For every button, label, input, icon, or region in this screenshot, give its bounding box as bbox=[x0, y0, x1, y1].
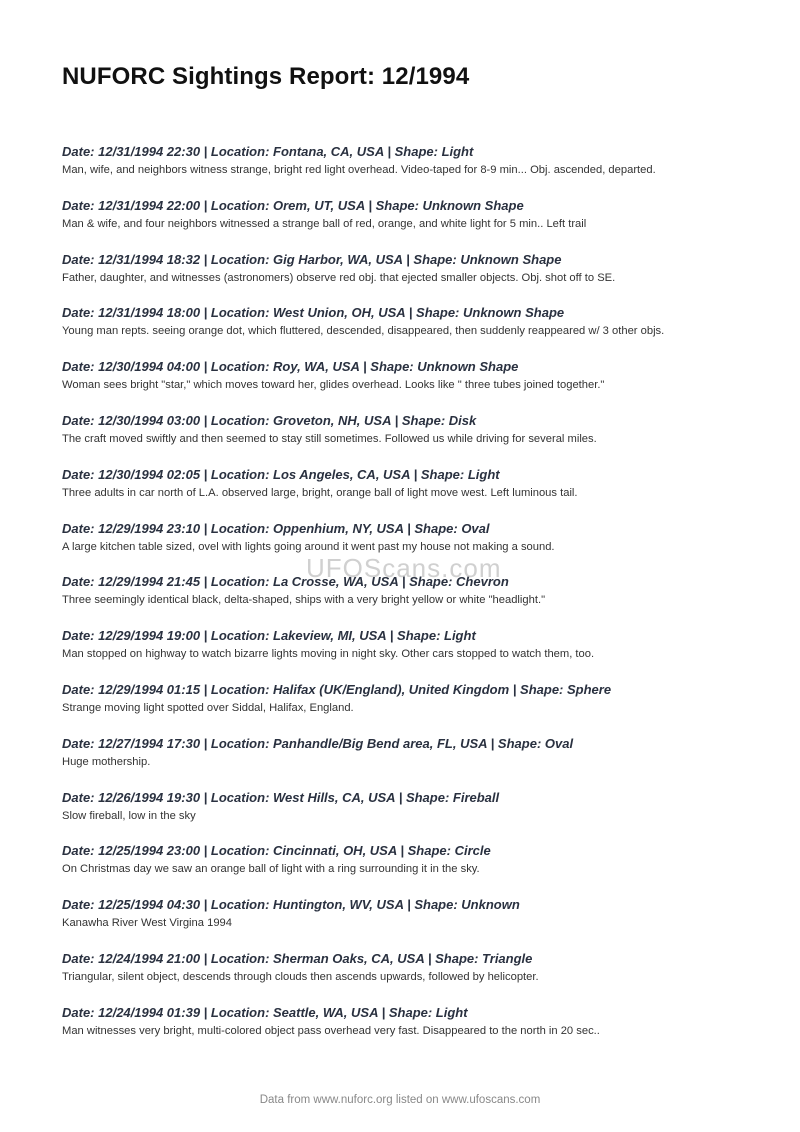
entry-heading: Date: 12/30/1994 02:05 | Location: Los Angeles, CA, USA | Shape: Light bbox=[62, 466, 500, 482]
entry-heading: Date: 12/31/1994 22:00 | Location: Orem, UT, USA | Shape: Unknown Shape bbox=[62, 197, 524, 213]
entry-summary: Strange moving light spotted over Siddal, Halifax, England. bbox=[62, 701, 354, 714]
list-item bbox=[62, 842, 762, 896]
list-item bbox=[62, 950, 762, 1004]
entry-summary: Man & wife, and four neighbors witnessed a strange ball of red, orange, and white light for 5 min.. Left trail bbox=[62, 217, 587, 230]
list-item bbox=[62, 304, 762, 358]
list-item bbox=[62, 412, 762, 466]
entry-summary: Man witnesses very bright, multi-colored object pass overhead very fast. Disappeared to the north in 20 sec.. bbox=[62, 1024, 600, 1037]
entry-heading: Date: 12/27/1994 17:30 | Location: Panhandle/Big Bend area, FL, USA | Shape: Oval bbox=[62, 735, 574, 751]
entry-summary: Father, daughter, and witnesses (astronomers) observe red obj. that ejected smaller objects. Obj. shot off to SE. bbox=[62, 271, 616, 284]
entry-heading: Date: 12/29/1994 23:10 | Location: Oppenhium, NY, USA | Shape: Oval bbox=[62, 520, 490, 536]
list-item bbox=[62, 627, 762, 681]
entry-summary: A large kitchen table sized, ovel with lights going around it went past my house not making a sound. bbox=[62, 540, 555, 553]
entry-heading: Date: 12/24/1994 01:39 | Location: Seattle, WA, USA | Shape: Light bbox=[62, 1004, 468, 1020]
entry-heading: Date: 12/29/1994 21:45 | Location: La Crosse, WA, USA | Shape: Chevron bbox=[62, 574, 509, 590]
list-item bbox=[62, 466, 762, 520]
list-item bbox=[62, 143, 762, 197]
entry-summary: Young man repts. seeing orange dot, which fluttered, descended, disappeared, then suddenly reappeared w/ 3 other objs. bbox=[62, 325, 665, 338]
entry-heading: Date: 12/24/1994 21:00 | Location: Sherman Oaks, CA, USA | Shape: Triangle bbox=[62, 950, 533, 966]
entry-summary: Triangular, silent object, descends through clouds then ascends upwards, followed by helicopter. bbox=[62, 970, 539, 983]
list-item bbox=[62, 735, 762, 789]
entry-summary: On Christmas day we saw an orange ball of light with a ring surrounding it in the sky. bbox=[62, 863, 480, 876]
list-item bbox=[62, 358, 762, 412]
entry-summary: Huge mothership. bbox=[62, 755, 151, 768]
entry-summary: Kanawha River West Virgina 1994 bbox=[62, 917, 232, 930]
entry-summary: Slow fireball, low in the sky bbox=[62, 809, 196, 822]
sightings-list bbox=[62, 143, 762, 1058]
entry-summary: Man, wife, and neighbors witness strange, bright red light overhead. Video-taped for 8-9 min... Obj. ascended, departed. bbox=[62, 164, 656, 176]
list-item bbox=[62, 1004, 762, 1058]
entry-heading: Date: 12/30/1994 03:00 | Location: Groveton, NH, USA | Shape: Disk bbox=[62, 412, 477, 428]
list-item bbox=[62, 251, 762, 305]
watermark: UFOScans.com bbox=[306, 553, 502, 583]
entry-heading: Date: 12/25/1994 23:00 | Location: Cincinnati, OH, USA | Shape: Circle bbox=[62, 843, 491, 859]
entry-heading: Date: 12/25/1994 04:30 | Location: Huntington, WV, USA | Shape: Unknown bbox=[62, 897, 520, 913]
page-title: NUFORC Sightings Report: 12/1994 bbox=[62, 63, 470, 90]
entry-heading: Date: 12/30/1994 04:00 | Location: Roy, WA, USA | Shape: Unknown Shape bbox=[62, 359, 519, 375]
entry-summary: The craft moved swiftly and then seemed to stay still sometimes. Followed us while driving for several miles. bbox=[62, 432, 597, 445]
page-footer: Data from www.nuforc.org listed on www.ufoscans.com bbox=[259, 1094, 541, 1106]
list-item bbox=[62, 896, 762, 950]
entry-summary: Three seemingly identical black, delta-shaped, ships with a very bright yellow or white "headlight." bbox=[62, 594, 546, 607]
entry-heading: Date: 12/29/1994 19:00 | Location: Lakeview, MI, USA | Shape: Light bbox=[62, 628, 476, 644]
list-item bbox=[62, 197, 762, 251]
list-item bbox=[62, 789, 762, 843]
entry-heading: Date: 12/31/1994 18:00 | Location: West Union, OH, USA | Shape: Unknown Shape bbox=[62, 305, 565, 321]
entry-heading: Date: 12/26/1994 19:30 | Location: West Hills, CA, USA | Shape: Fireball bbox=[62, 789, 500, 805]
entry-heading: Date: 12/31/1994 18:32 | Location: Gig Harbor, WA, USA | Shape: Unknown Shape bbox=[62, 251, 562, 267]
entry-heading: Date: 12/31/1994 22:30 | Location: Fontana, CA, USA | Shape: Light bbox=[62, 144, 474, 159]
entry-summary: Man stopped on highway to watch bizarre lights moving in night sky. Other cars stopped to watch them, too. bbox=[62, 648, 595, 661]
entry-summary: Woman sees bright "star," which moves toward her, glides overhead. Looks like " three tubes joined together." bbox=[62, 379, 605, 392]
entry-heading: Date: 12/29/1994 01:15 | Location: Halifax (UK/England), United Kingdom | Shape: Sphere bbox=[62, 681, 612, 697]
list-item bbox=[62, 681, 762, 735]
entry-summary: Three adults in car north of L.A. observed large, bright, orange ball of light move west. Left luminous tail. bbox=[62, 486, 578, 499]
